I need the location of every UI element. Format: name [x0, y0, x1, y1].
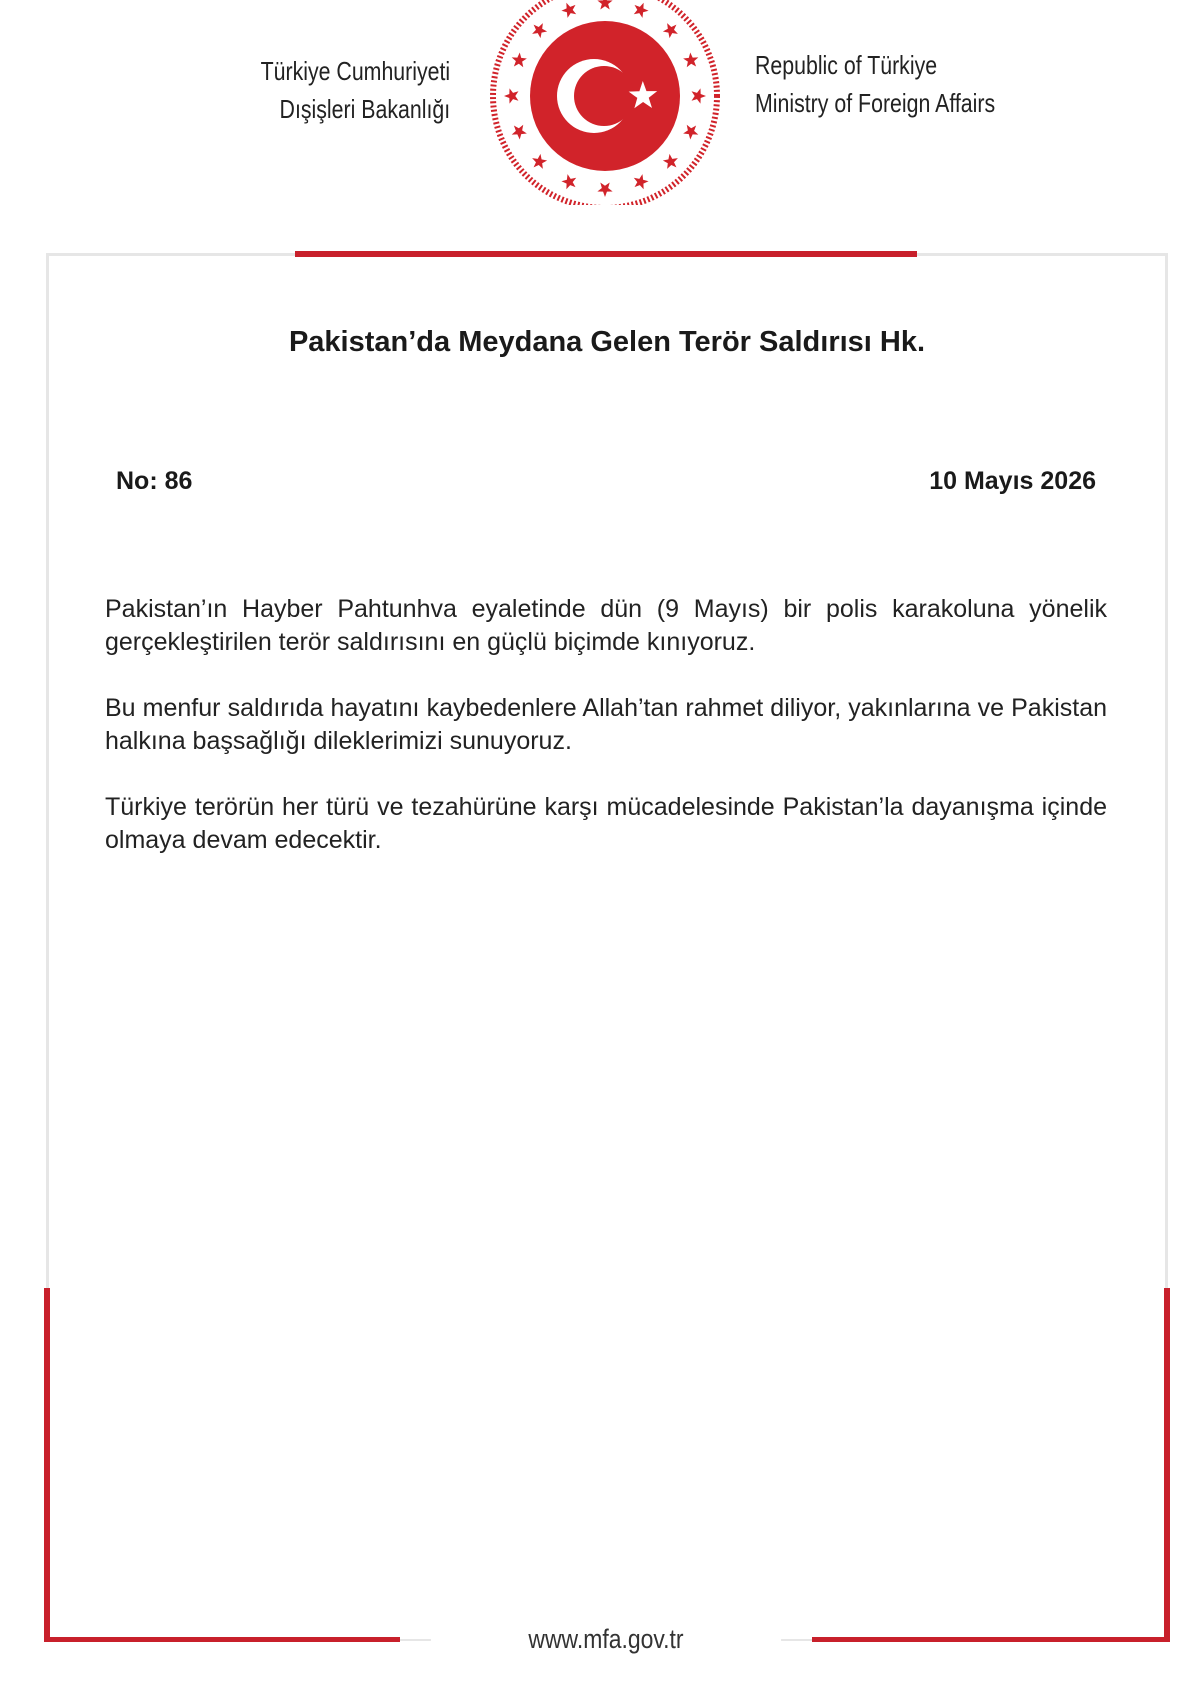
emblem-star-icon	[561, 3, 576, 18]
document-body	[105, 593, 1107, 890]
ministry-name-english	[755, 46, 995, 122]
emblem-star-icon	[561, 174, 576, 189]
emblem-star-icon	[597, 0, 612, 9]
frame-bottom-left-accent	[44, 1637, 400, 1642]
emblem-star-icon	[634, 3, 649, 18]
body-paragraph: Pakistan’ın Hayber Pahtunhva eyaletinde dün (9 Mayıs) bir polis karakoluna yönelik gerçekleştirilen terör saldırısını en güçlü biçimde kınıyoruz.	[105, 595, 1107, 656]
frame-left-accent	[44, 1288, 50, 1642]
document-date: 10 Mayıs 2026	[929, 467, 1096, 495]
document-title: Pakistan’da Meydana Gelen Terör Saldırısı Hk.	[288, 326, 926, 358]
ministry-name-turkish	[260, 52, 450, 128]
header-right-line1: Republic of Türkiye	[755, 50, 938, 80]
emblem-star-icon	[512, 52, 527, 67]
emblem-star-icon	[597, 183, 612, 197]
header-left-line1: Türkiye Cumhuriyeti	[260, 56, 450, 86]
frame-top-accent	[295, 251, 917, 257]
emblem-star-icon	[512, 125, 527, 140]
emblem-star-icon	[663, 23, 678, 38]
emblem-star-icon	[532, 154, 547, 169]
footer-website-link[interactable]: www.mfa.gov.tr	[431, 1620, 781, 1658]
frame-right-border	[1165, 253, 1168, 1288]
emblem-star-icon	[504, 88, 518, 103]
frame-bottom-right-accent	[812, 1637, 1170, 1642]
emblem-star-icon	[692, 88, 706, 103]
header-right-line2: Ministry of Foreign Affairs	[755, 88, 996, 118]
emblem-star-icon	[683, 125, 698, 140]
body-paragraph: Bu menfur saldırıda hayatını kaybedenlere Allah’tan rahmet diliyor, yakınlarına ve Pakistan halkına başsağlığı dileklerimizi sunuyoruz.	[105, 694, 1107, 755]
document-number: No: 86	[116, 467, 193, 495]
frame-left-border	[46, 253, 49, 1288]
crescent-star-emblem-icon	[490, 0, 720, 205]
frame-right-accent	[1164, 1288, 1170, 1642]
emblem-star-icon	[663, 154, 678, 169]
emblem-star-icon	[683, 52, 698, 67]
emblem-star-icon	[634, 174, 649, 189]
header-left-line2: Dışişleri Bakanlığı	[279, 94, 450, 124]
body-paragraph: Türkiye terörün her türü ve tezahürüne karşı mücadelesinde Pakistan’la dayanışma içinde olmaya devam edecektir.	[105, 793, 1107, 854]
emblem-star-icon	[532, 23, 547, 38]
